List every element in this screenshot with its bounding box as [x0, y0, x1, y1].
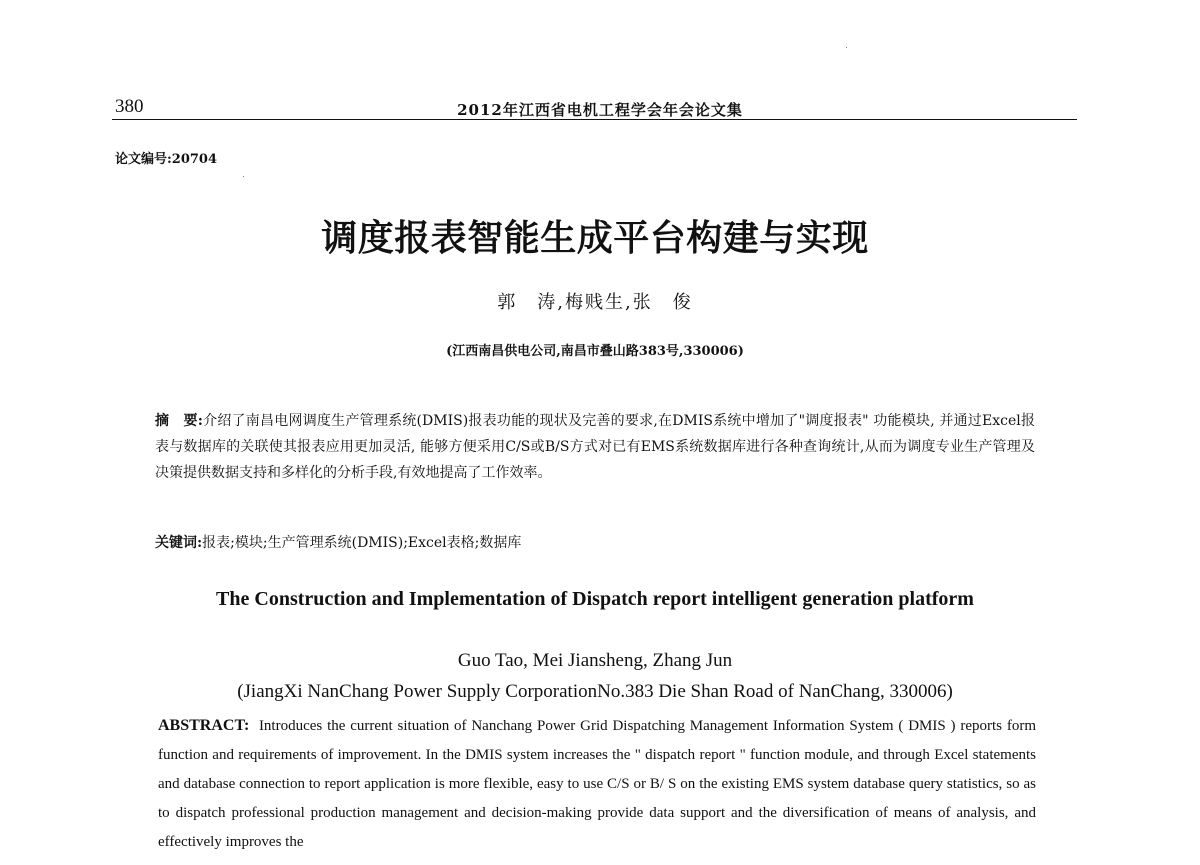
keywords-cn: [155, 532, 1035, 552]
scan-speck: [846, 47, 847, 48]
abstract-cn-label: 摘 要:: [155, 413, 203, 429]
authors-en: Guo Tao, Mei Jiansheng, Zhang Jun: [457, 650, 733, 671]
affiliation-en: (JiangXi NanChang Power Supply CorporationNo.383 Die Shan Road of NanChang, 330006): [237, 681, 953, 702]
paper-id: 论文编号:20704: [115, 152, 218, 167]
abstract-cn-text: 介绍了南昌电网调度生产管理系统(DMIS)报表功能的现状及完善的要求,在DMIS系统中增加了"调度报表" 功能模块, 并通过Excel报表与数据库的关联使其报表应用更加灵活, 能够方便采用C/S或B/S方式对已有EMS系统数据库进行各种查询统计,从而为调度专业生产管理及决策提供数据支持和多样化的分析手段,有效地提高了工作效率。: [155, 413, 1035, 481]
abstract-en-label: ABSTRACT:: [158, 717, 250, 734]
paper-title: 调度报表智能生成平台构建与实现: [321, 218, 869, 259]
header-rule: [112, 119, 1077, 120]
page-number: 380: [115, 96, 144, 117]
authors: 郭 涛,梅贱生,张 俊: [497, 292, 693, 313]
keywords-cn-text: 报表;模块;生产管理系统(DMIS);Excel表格;数据库: [202, 535, 522, 551]
abstract-en: [158, 711, 1036, 857]
affiliation: (江西南昌供电公司,南昌市叠山路383号,330006): [446, 344, 744, 359]
scan-speck: [243, 176, 244, 177]
title-en: The Construction and Implementation of Dispatch report intelligent generation platform: [216, 588, 974, 610]
running-head: 2012年江西省电机工程学会年会论文集: [457, 101, 743, 119]
abstract-en-text: Introduces the current situation of Nanchang Power Grid Dispatching Management Information System ( DMIS ) reports form function and requirements of improvement. In the DMIS system increases the " dispatch report " function module, and through Excel statements and database connection to report application is more flexible, easy to use C/S or B/ S on the existing EMS system database query statistics, so as to dispatch professional production management and decision-making provide data support and the diversification of means of analysis, and effectively improves the: [158, 718, 1036, 850]
abstract-cn: [155, 408, 1035, 486]
keywords-cn-label: 关键词:: [155, 535, 203, 551]
